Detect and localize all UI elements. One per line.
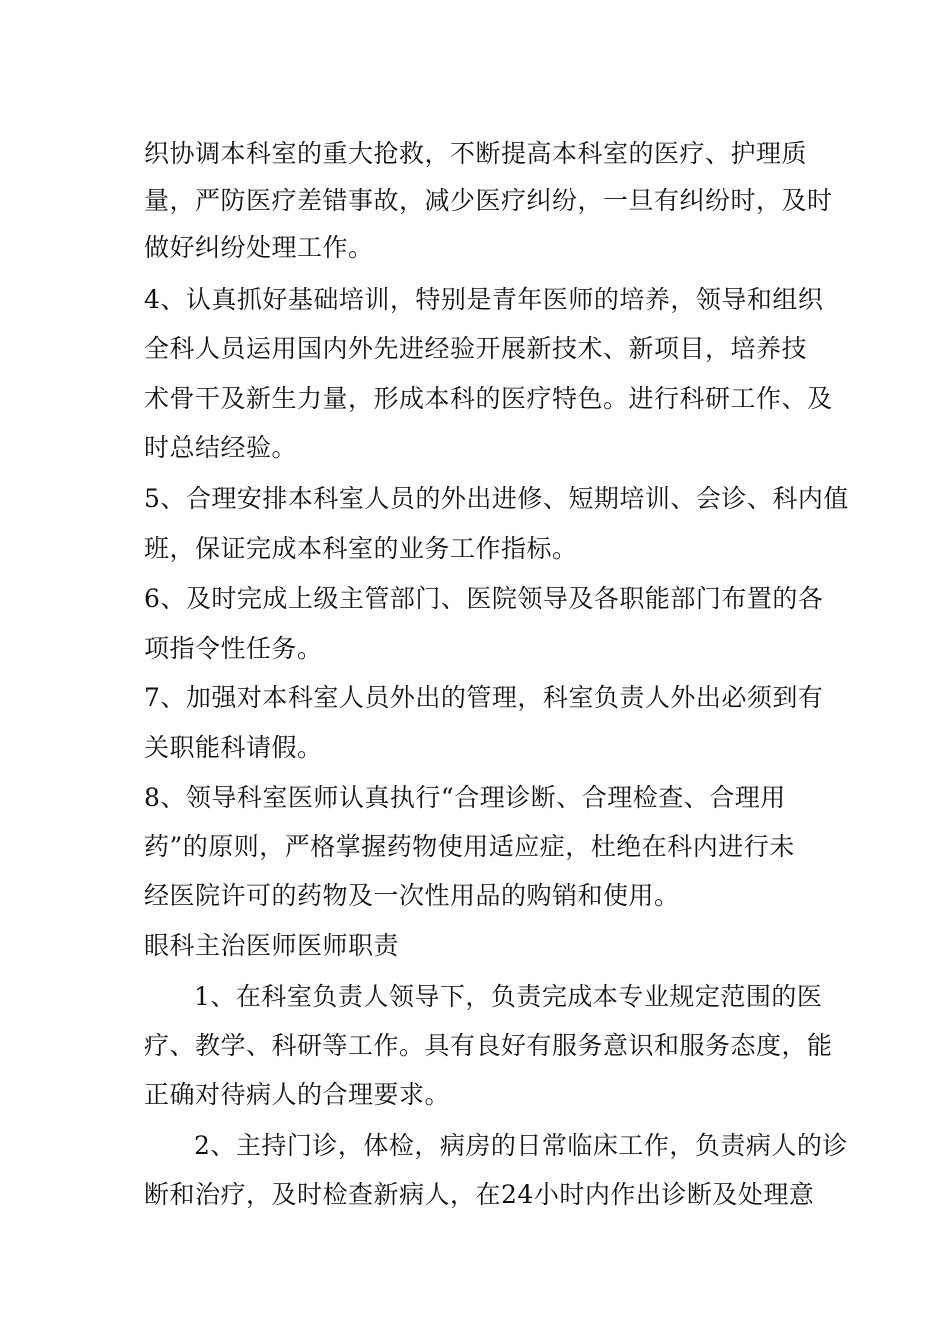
text-line: 断和治疗，及时检查新病人，在24小时内作出诊断及处理意 xyxy=(144,1180,815,1209)
text-line: 术骨干及新生力量，形成本科的医疗特色。进行科研工作、及 xyxy=(144,384,833,413)
text-line: 5、合理安排本科室人员的外出进修、短期培训、会诊、科内值 xyxy=(144,484,849,513)
section-heading: 眼科主治医师医师职责 xyxy=(144,931,400,960)
text-line: 药”的原则，严格掌握药物使用适应症，杜绝在科内进行未 xyxy=(144,832,795,861)
text-line: 2、主持门诊，体检，病房的日常临床工作，负责病人的诊 xyxy=(194,1131,848,1160)
text-line: 班，保证完成本科室的业务工作指标。 xyxy=(144,534,578,563)
text-line: 关职能科请假。 xyxy=(144,733,323,762)
text-line: 时总结经验。 xyxy=(144,433,298,462)
text-line: 全科人员运用国内外先进经验开展新技术、新项目，培养技 xyxy=(144,334,808,363)
text-line: 做好纠纷处理工作。 xyxy=(144,233,374,262)
text-line: 织协调本科室的重大抢救，不断提高本科室的医疗、护理质 xyxy=(144,139,808,168)
text-line: 4、认真抓好基础培训，特别是青年医师的培养，领导和组织 xyxy=(144,285,824,314)
text-line: 7、加强对本科室人员外出的管理，科室负责人外出必须到有 xyxy=(144,683,824,712)
text-line: 1、在科室负责人领导下，负责完成本专业规定范围的医 xyxy=(194,982,823,1011)
text-line: 8、领导科室医师认真执行“合理诊断、合理检查、合理用 xyxy=(144,783,786,812)
text-line: 项指令性任务。 xyxy=(144,634,323,663)
text-line: 疗、教学、科研等工作。具有良好有服务意识和服务态度，能 xyxy=(144,1031,833,1060)
text-line: 6、及时完成上级主管部门、医院领导及各职能部门布置的各 xyxy=(144,584,824,613)
text-line: 量，严防医疗差错事故，减少医疗纠纷，一旦有纠纷时，及时 xyxy=(144,186,833,215)
text-line: 正确对待病人的合理要求。 xyxy=(144,1080,451,1109)
text-line: 经医院许可的药物及一次性用品的购销和使用。 xyxy=(144,881,680,910)
